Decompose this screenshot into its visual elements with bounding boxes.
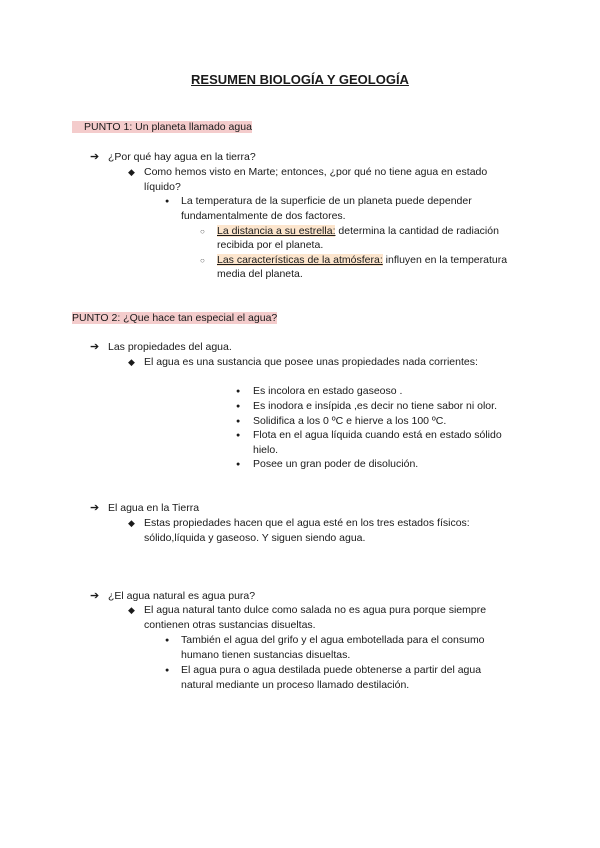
list-item-text: natural mediante un proceso llamado destilación. (181, 679, 410, 691)
list-item-text: media del planeta. (217, 268, 303, 280)
section-heading-punto-1 (72, 120, 252, 135)
list-item-text: La temperatura de la superficie de un planeta puede depender (181, 195, 472, 207)
dot-bullet-icon: ● (165, 198, 170, 205)
property-item-continuation: hielo. (253, 444, 279, 456)
list-item-text: Estas propiedades hacen que el agua esté en los tres estados físicos: (144, 517, 470, 529)
dot-bullet-icon: ● (236, 403, 241, 410)
list-item-text (217, 253, 507, 268)
dot-bullet-icon: ● (236, 388, 241, 395)
property-item: Flota en el agua líquida cuando está en estado sólido (253, 429, 502, 441)
dot-bullet-icon: ● (236, 432, 241, 439)
diamond-bullet-icon: ◆ (128, 605, 135, 615)
list-item-text: El agua es una sustancia que posee unas propiedades nada corrientes: (144, 356, 478, 368)
list-item-text: sólido,líquida y gaseoso. Y siguen siendo agua. (144, 532, 366, 544)
list-item-text: fundamentalmente de dos factores. (181, 210, 346, 222)
question-text: ¿Por qué hay agua en la tierra? (108, 151, 256, 163)
property-item: Es incolora en estado gaseoso . (253, 385, 403, 397)
circle-bullet-icon: ○ (200, 227, 205, 236)
list-item-text: recibida por el planeta. (217, 239, 324, 251)
highlighted-term: La distancia a su estrella: (217, 225, 336, 237)
list-item-text: Como hemos visto en Marte; entonces, ¿por qué no tiene agua en estado (144, 166, 488, 178)
question-text: ¿El agua natural es agua pura? (108, 590, 256, 602)
arrow-bullet-icon: ➔ (90, 151, 100, 163)
diamond-bullet-icon: ◆ (128, 167, 135, 177)
arrow-bullet-icon: ➔ (90, 341, 100, 353)
dot-bullet-icon: ● (236, 461, 241, 468)
list-item-text: contienen otras sustancias disueltas. (144, 619, 316, 631)
diamond-bullet-icon: ◆ (128, 357, 135, 367)
dot-bullet-icon: ● (165, 637, 170, 644)
diamond-bullet-icon: ◆ (128, 518, 135, 528)
list-item-text: humano tienen sustancias disueltas. (181, 649, 351, 661)
dot-bullet-icon: ● (165, 667, 170, 674)
property-item: Posee un gran poder de disolución. (253, 458, 419, 470)
arrow-bullet-icon: ➔ (90, 502, 100, 514)
section-heading-punto-2 (72, 311, 277, 326)
property-item: Solidifica a los 0 ºC e hierve a los 100 ºC. (253, 415, 447, 427)
property-item: Es inodora e insípida ,es decir no tiene sabor ni olor. (253, 400, 497, 412)
list-item-text (217, 224, 499, 239)
term-definition: influyen en la temperatura (382, 254, 508, 266)
circle-bullet-icon: ○ (200, 256, 205, 265)
term-definition: determina la cantidad de radiación (335, 225, 499, 237)
list-item-text: líquido? (144, 181, 181, 193)
arrow-bullet-icon: ➔ (90, 590, 100, 602)
list-item-text: El agua pura o agua destilada puede obtenerse a partir del agua (181, 664, 482, 676)
section-heading-text: PUNTO 1: Un planeta llamado agua (72, 121, 252, 133)
list-item-text: El agua en la Tierra (108, 502, 200, 514)
list-item-text: También el agua del grifo y el agua embotellada para el consumo (181, 634, 485, 646)
section-heading-text: PUNTO 2: ¿Que hace tan especial el agua? (72, 312, 278, 324)
page-title: RESUMEN BIOLOGÍA Y GEOLOGÍA (191, 72, 409, 87)
list-item-text: El agua natural tanto dulce como salada no es agua pura porque siempre (144, 604, 487, 616)
highlighted-term: Las características de la atmósfera: (217, 254, 383, 266)
list-item-text: Las propiedades del agua. (108, 341, 232, 353)
dot-bullet-icon: ● (236, 418, 241, 425)
